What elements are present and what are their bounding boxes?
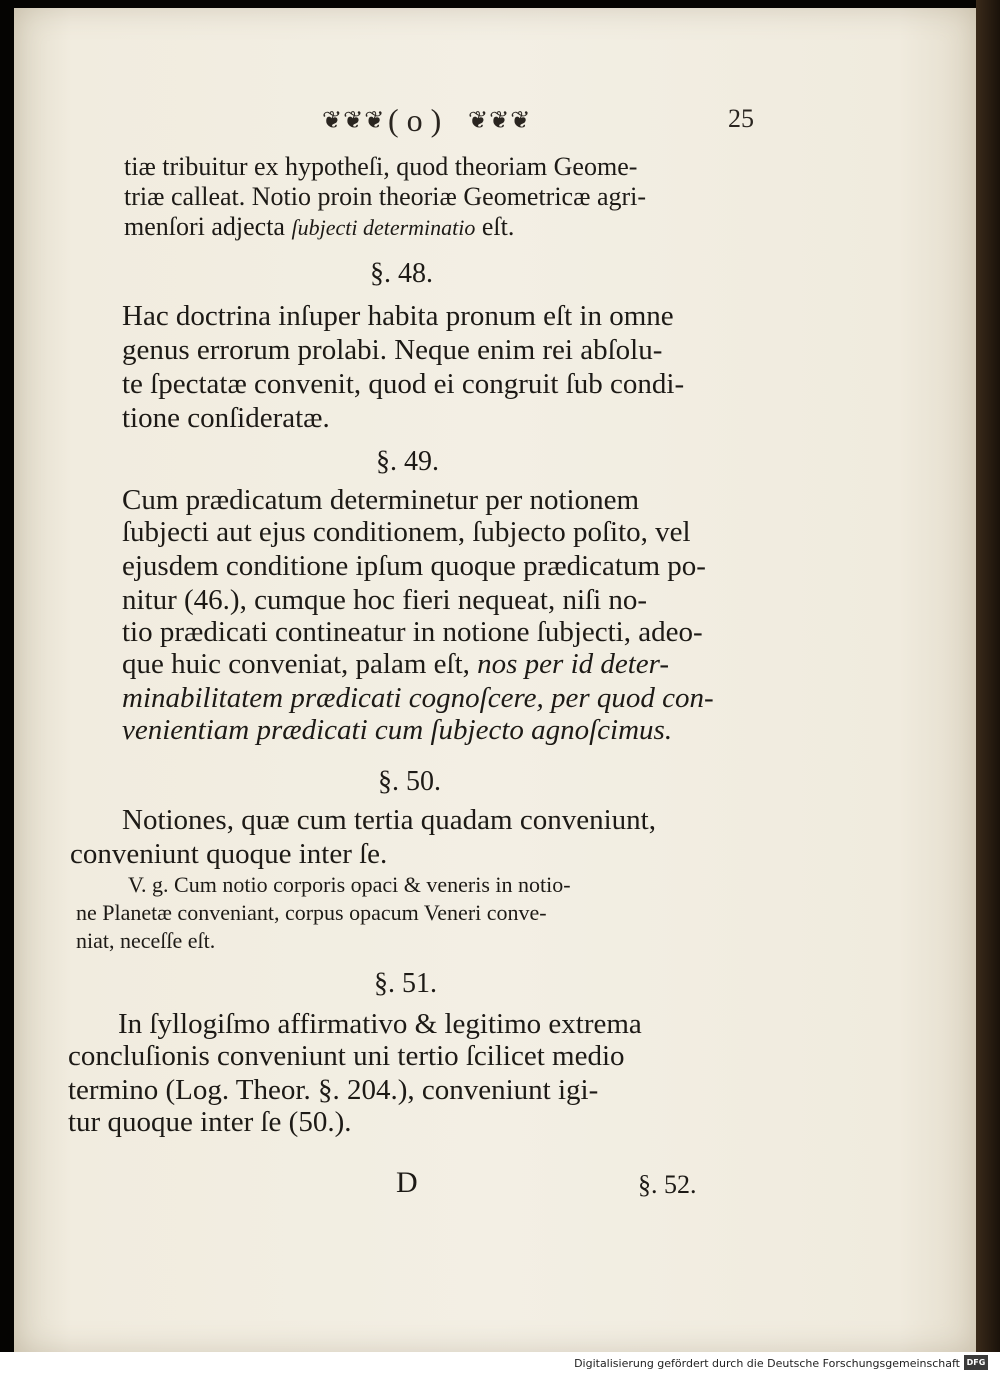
italic-span: minabilitatem prædicati cognoſcere, per quod con-	[122, 682, 714, 714]
header-ornament-right: ❦❦❦	[468, 106, 532, 134]
text-line: tur quoque inter ſe (50.).	[68, 1106, 352, 1138]
text-line: nitur (46.), cumque hoc fieri nequeat, niſi no-	[122, 584, 648, 616]
text-line: Cum prædicatum determinetur per notionem	[122, 484, 640, 516]
page-number: 25	[728, 104, 754, 133]
text-line: concluſionis conveniunt uni tertio ſcilicet medio	[68, 1040, 625, 1072]
section-heading-50: §. 50.	[378, 766, 441, 797]
text-line: tiæ tribuitur ex hypotheſi, quod theoriam Geome-	[124, 152, 638, 181]
text-line	[122, 682, 714, 715]
text-line: triæ calleat. Notio proin theoriæ Geometricæ agri-	[124, 182, 647, 211]
text-span: eſt.	[481, 212, 515, 241]
example-line: niat, neceſſe eſt.	[76, 928, 216, 953]
section-heading-49: §. 49.	[376, 446, 439, 477]
text-line	[124, 212, 514, 242]
text-line	[122, 714, 672, 747]
funding-note: Digitalisierung gefördert durch die Deutsche Forschungsgemeinschaft	[574, 1357, 960, 1370]
text-span: que huic conveniat, palam eſt,	[122, 648, 470, 680]
text-line: conveniunt quoque inter ſe.	[70, 838, 388, 870]
text-line: ſubjecti aut ejus conditionem, ſubjecto poſito, vel	[122, 516, 691, 548]
text-line: tio prædicati contineatur in notione ſubjecti, adeo-	[122, 616, 703, 648]
text-line: te ſpectatæ convenit, quod ei congruit ſub condi-	[122, 368, 685, 400]
text-line: ejusdem conditione ipſum quoque prædicatum po-	[122, 550, 706, 582]
text-line: tione conſideratæ.	[122, 402, 330, 434]
italic-span: venientiam prædicati cum ſubjecto agnoſcimus.	[122, 714, 673, 746]
text-line: genus errorum prolabi. Neque enim rei abſolu-	[122, 334, 663, 366]
section-heading-48: §. 48.	[370, 258, 433, 289]
page-edge	[976, 0, 1000, 1352]
text-line: termino (Log. Theor. §. 204.), conveniunt igi-	[68, 1074, 599, 1106]
header-ornament-left: ❦❦❦	[322, 106, 386, 134]
signature-mark: D	[396, 1166, 418, 1199]
running-head: ( o )	[388, 102, 442, 138]
text-line: Hac doctrina inſuper habita pronum eſt in omne	[122, 300, 674, 332]
text-span: menſori adjecta	[124, 212, 285, 241]
italic-span: ſubjecti determinatio	[291, 215, 476, 240]
text-line	[122, 648, 669, 681]
example-line: ne Planetæ conveniant, corpus opacum Veneri conve-	[76, 900, 547, 925]
catchword: §. 52.	[638, 1170, 697, 1199]
section-heading-51: §. 51.	[374, 968, 437, 999]
text-line: In ſyllogiſmo affirmativo & legitimo extrema	[118, 1008, 642, 1040]
example-line: V. g. Cum notio corporis opaci & veneris in notio-	[128, 872, 571, 897]
italic-span: nos per id deter-	[477, 648, 670, 680]
dfg-logo: DFG	[964, 1355, 988, 1370]
text-line: Notiones, quæ cum tertia quadam conveniunt,	[122, 804, 656, 836]
